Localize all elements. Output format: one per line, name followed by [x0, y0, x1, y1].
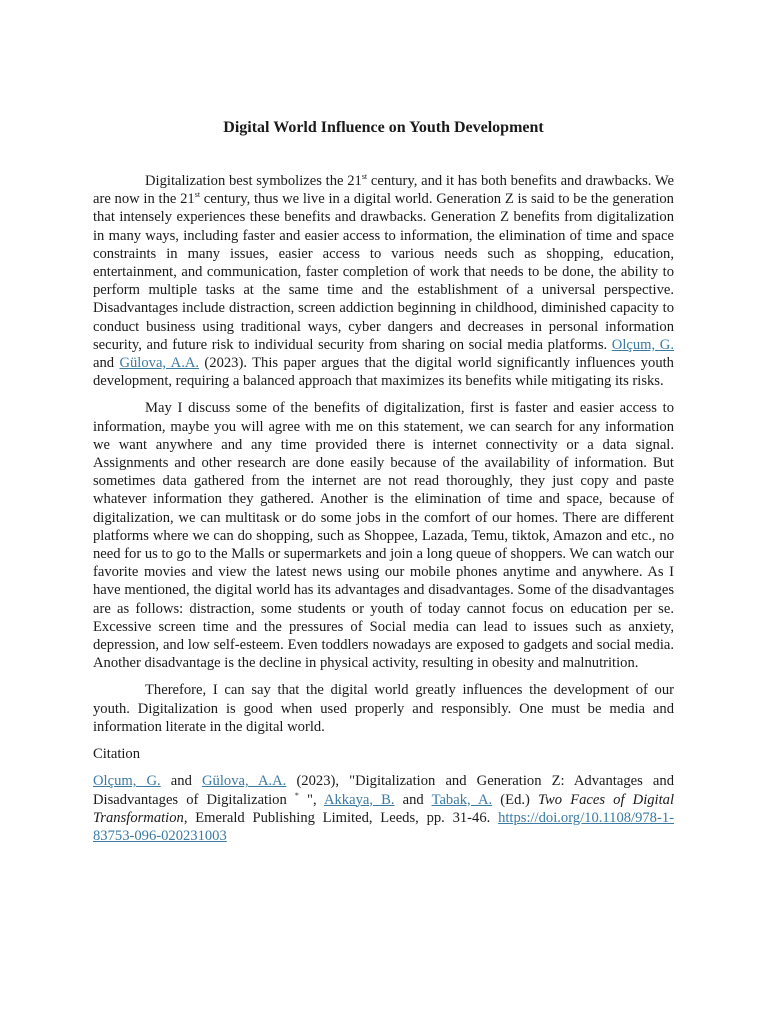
citation-doi-link[interactable]: https://doi.org/10.1108/978-1-83753-096-020231003	[93, 809, 674, 844]
paragraph-introduction	[93, 172, 674, 390]
citation-text-b: ",	[298, 791, 324, 808]
intro-and: and	[93, 355, 120, 372]
superscript-st: st	[194, 190, 201, 200]
citation-text-c: (Ed.)	[492, 791, 539, 808]
author-link-olcum[interactable]: Olçum, G.	[611, 336, 674, 353]
citation-author-link-gulova[interactable]: Gülova, A.A.	[202, 773, 287, 790]
paragraph-conclusion: Therefore, I can say that the digital world greatly influences the development of our youth. Digitalization is good when used properly and responsibly. One must be media and information literate in the digital world.	[93, 682, 674, 735]
document-title: Digital World Influence on Youth Development	[223, 119, 544, 136]
citation-and: and	[160, 773, 203, 790]
intro-text-a: Digitalization best symbolizes the 21	[145, 173, 362, 189]
citation-text-a: (2023), "Digitalization and Generation Z: Advantages and Disadvantages of Digitalization	[93, 773, 674, 808]
citation-heading: Citation	[93, 746, 141, 763]
intro-text-d: (2023). This paper argues that the digital world significantly influences youth development, requiring a balanced approach that maximizes its benefits while mitigating its risks.	[93, 355, 674, 390]
citation-author-link-olcum[interactable]: Olçum, G.	[93, 773, 161, 790]
citation-and: and	[394, 791, 432, 808]
citation-text-d: , Emerald Publishing Limited, Leeds, pp. 31-46.	[183, 809, 499, 826]
superscript-st: st	[361, 172, 368, 182]
citation-editor-link-akkaya[interactable]: Akkaya, B.	[323, 791, 395, 808]
author-link-gulova[interactable]: Gülova, A.A.	[119, 355, 200, 372]
paragraph-benefits-disadvantages: May I discuss some of the benefits of digitalization, first is faster and easier access to information, maybe you will agree with me on this statement, we can search for any information we want anywhere and any time provided there is internet connectivity or a data signal. Assignments and other research are done easily because of the availability of information. But sometimes data gathered from the internet are not read thoroughly, they just copy and paste whatever information they gathered. Another is the elimination of time and space, because of digitalization, we can multitask or do some jobs in the comfort of our homes. There are different platforms where we can do shopping, such as Shoppee, Lazada, Temu, tiktok, Amazon and etc., no need for us to go to the Malls or supermarkets and join a long queue of shoppers. We can watch our favorite movies and view the latest news using our mobile phones anytime and anywhere. As I have mentioned, the digital world has its advantages and disadvantages. Some of the disadvantages are as follows: distraction, some students or youth of today cannot focus on education per se. Excessive screen time and the pressures of Social media can lead to issues such as anxiety, depression, and low self-esteem. Even toddlers nowadays are exposed to gadgets and social media. Another disadvantage is the decline in physical activity, resulting in obesity and malnutrition.	[93, 400, 674, 672]
citation-editor-link-tabak[interactable]: Tabak, A.	[431, 791, 493, 808]
citation-entry	[93, 772, 674, 845]
citation-book-title: Two Faces of Digital Transformation	[93, 791, 675, 826]
document-page	[93, 117, 674, 854]
intro-text-c: century, thus we live in a digital world. Generation Z is said to be the generation that intensely experiences these benefits and drawbacks. Generation Z benefits from digitalization in many ways, including faster and easier access to information, the elimination of time and space constraints in many issues, easier access to various needs such as shopping, education, entertainment, and communication, faster completion of work that needs to be done, the ability to perform multiple tasks at the same time and the establishment of a universal perspective. Disadvantages include distraction, screen addiction beginning in childhood, diminished capacity to conduct business using traditional ways, cyber dangers and decreases in personal information security, and future risk to individual security from sharing on social media platforms.	[93, 191, 674, 353]
intro-text-b: century, and it has both benefits and drawbacks. We are now in the 21	[93, 173, 675, 208]
citation-asterisk: *	[294, 790, 299, 800]
